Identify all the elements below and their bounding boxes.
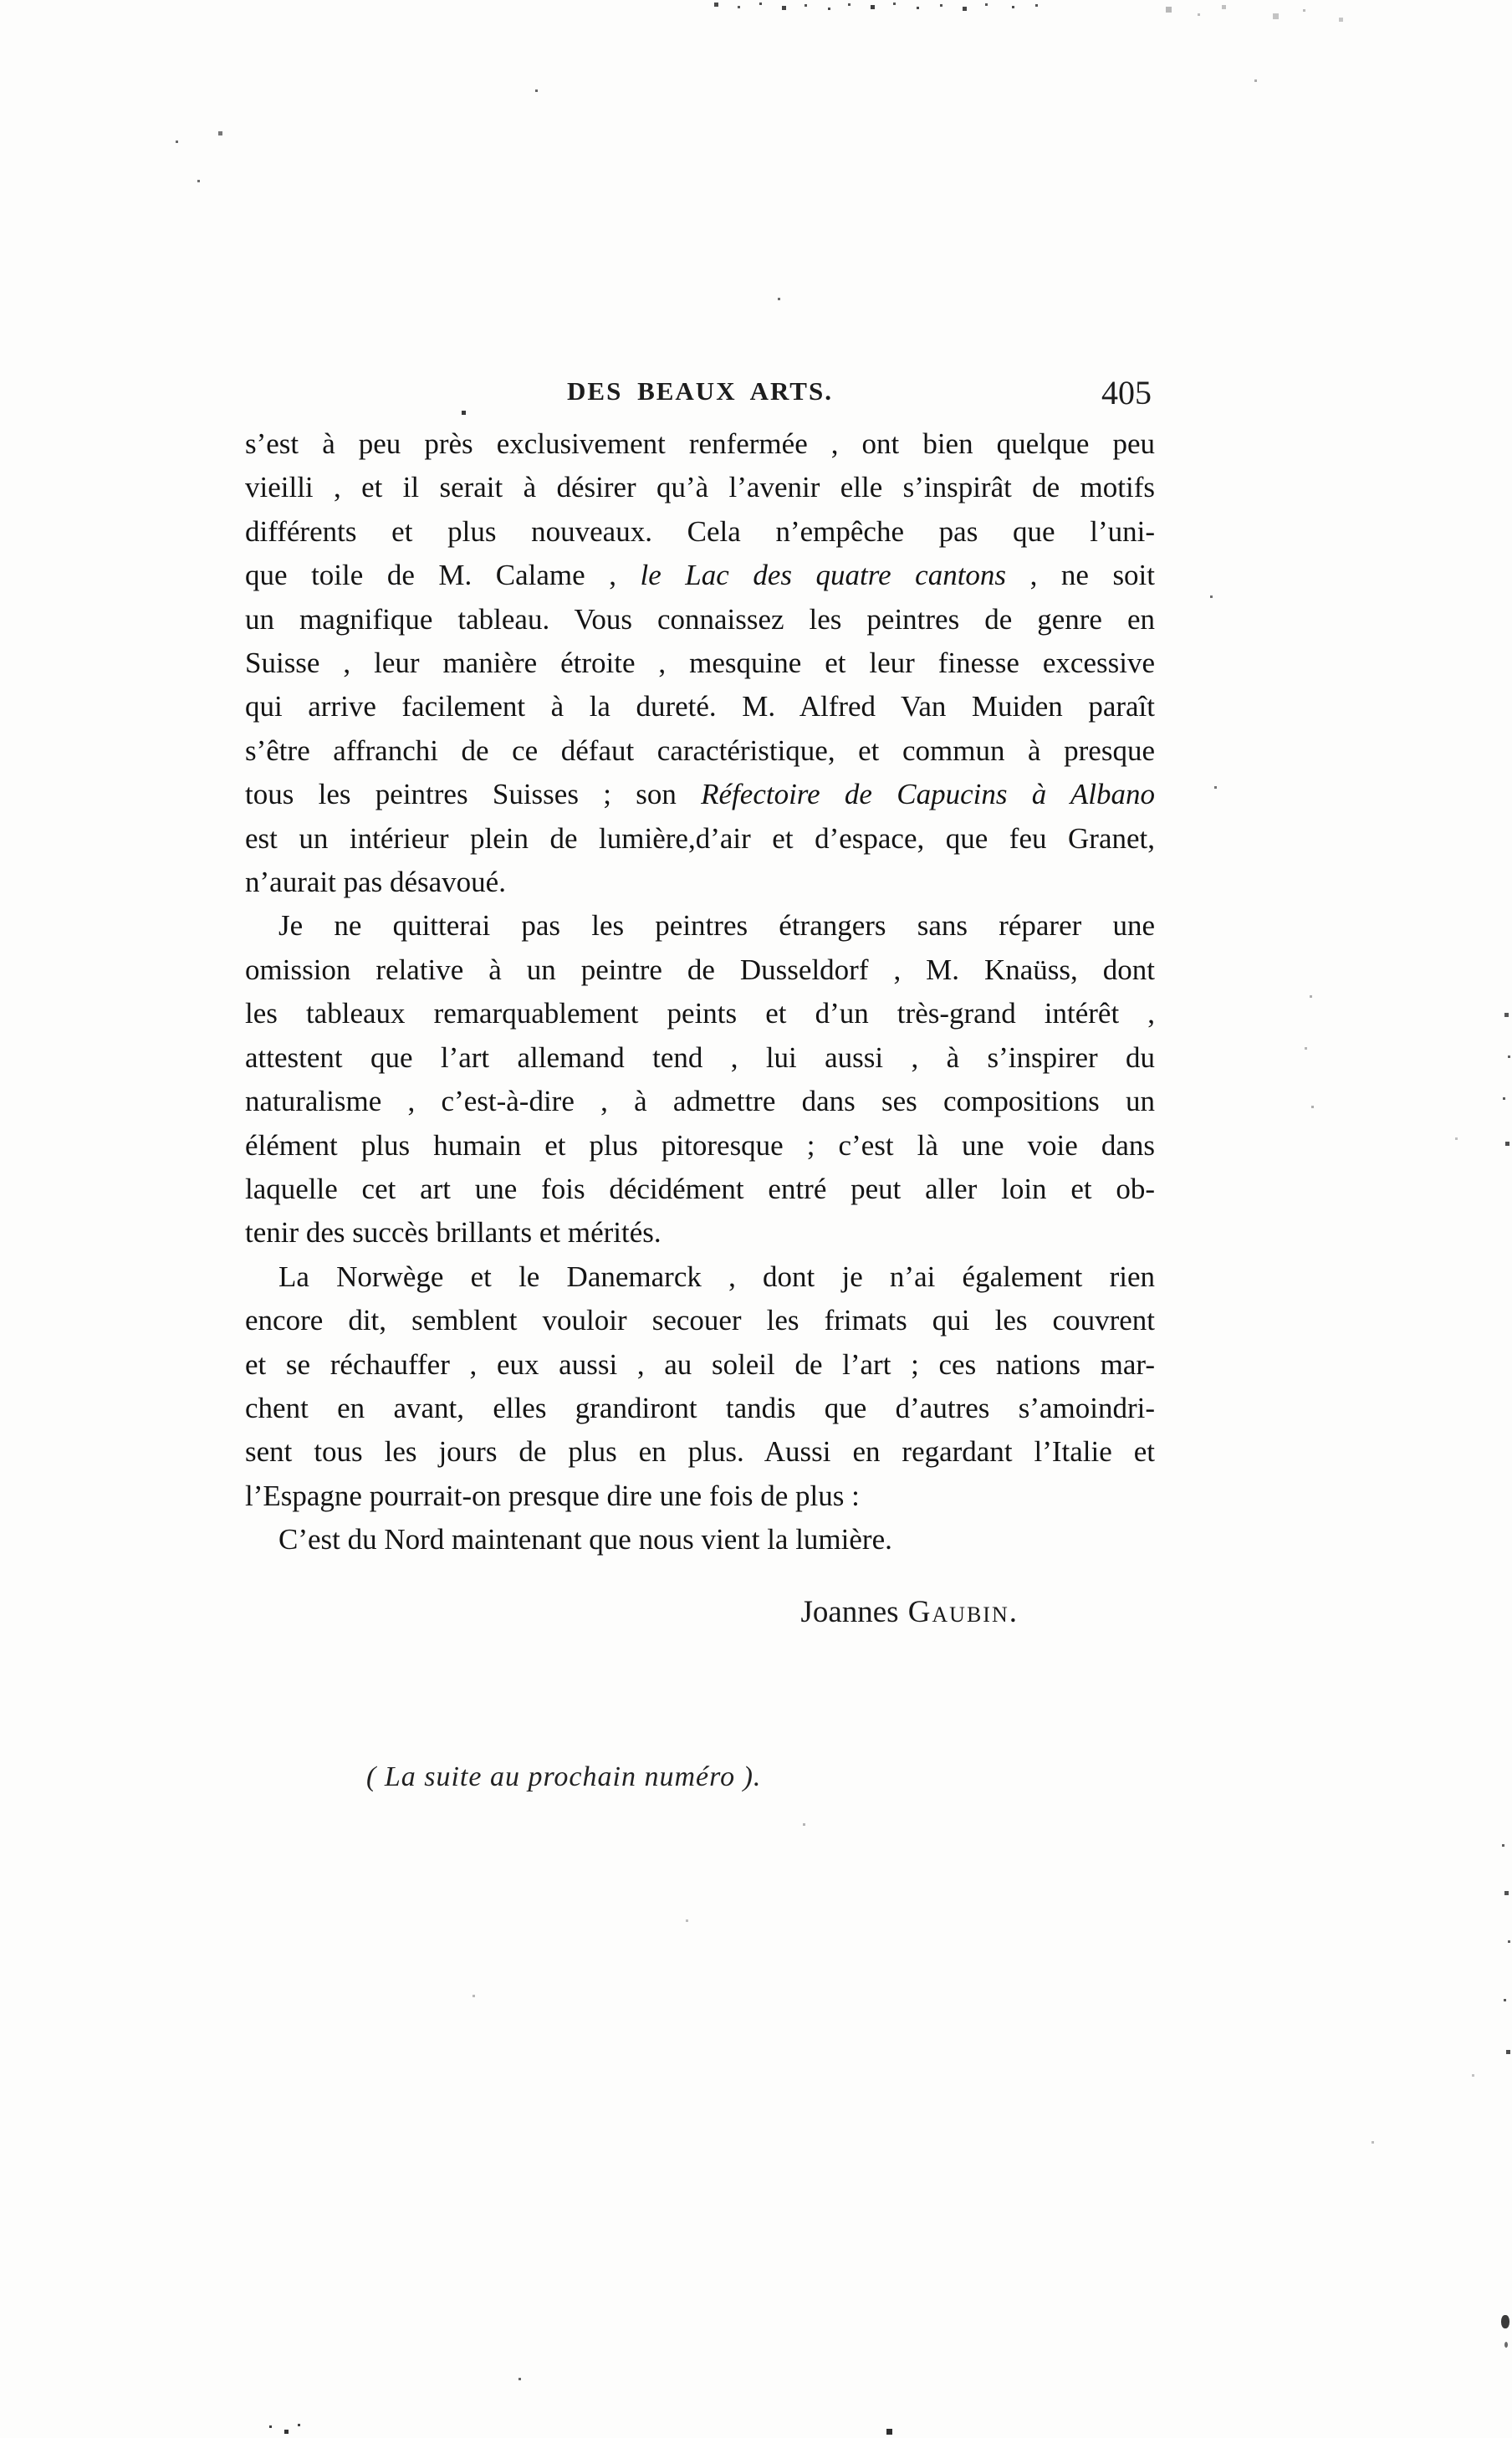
text-line	[245, 1475, 1155, 1518]
text-segment: l’Espagne pourrait-on presque dire une fois de plus :	[245, 1479, 860, 1512]
text-segment: n’aurait pas désavoué.	[245, 866, 506, 899]
text-line	[245, 992, 1155, 1035]
text-line	[245, 1299, 1155, 1342]
text-segment: tous les peintres Suisses ; son	[245, 778, 702, 811]
text-line	[245, 773, 1155, 816]
page-number: 405	[1101, 374, 1152, 411]
text-line	[245, 685, 1155, 728]
text-line	[245, 554, 1155, 597]
text-segment: que toile de M. Calame ,	[245, 559, 641, 592]
text-segment: La Norwège et le Danemarck , dont je n’ai également rien	[278, 1260, 1155, 1293]
continuation-note-text: ( La suite au prochain numéro ).	[366, 1761, 762, 1792]
text-segment: élément plus humain et plus pitoresque ; c’est là une voie dans	[245, 1128, 1155, 1162]
text-segment: s’est à peu près exclusivement renfermée , ont bien quelque peu	[245, 427, 1155, 460]
text-line	[245, 641, 1155, 685]
text-line	[245, 1211, 1155, 1255]
text-segment: attestent que l’art allemand tend , lui aussi , à s’inspirer du	[245, 1040, 1155, 1074]
text-segment: qui arrive facilement à la dureté. M. Alfred Van Muiden paraît	[245, 690, 1155, 723]
text-line	[245, 1036, 1155, 1080]
text-line	[245, 1518, 1155, 1561]
text-segment: , ne soit	[1006, 559, 1156, 592]
text-segment: Je ne quitterai pas les peintres étrangers sans réparer une	[278, 909, 1155, 943]
text-line	[245, 1124, 1155, 1168]
text-line	[245, 1255, 1155, 1299]
scan-ink-blob-small	[1504, 2342, 1508, 2348]
page-header	[245, 376, 1155, 417]
text-line	[245, 466, 1155, 509]
scan-ink-blob	[1501, 2315, 1509, 2328]
signature-given-name: Joannes	[800, 1595, 899, 1629]
running-title: DES BEAUX ARTS.	[567, 376, 833, 406]
signature-surname: Gaubin.	[907, 1595, 1019, 1629]
text-segment: différents et plus nouveaux. Cela n’empêche pas que l’uni-	[245, 514, 1155, 548]
text-segment: laquelle cet art une fois décidément entré peut aller loin et ob-	[245, 1172, 1155, 1205]
text-line	[245, 861, 1155, 904]
text-line	[245, 1430, 1155, 1474]
text-segment: naturalisme , c’est-à-dire , à admettre dans ses compositions un	[245, 1085, 1155, 1118]
text-segment: et se réchauffer , eux aussi , au soleil de l’art ; ces nations mar-	[245, 1347, 1155, 1381]
text-segment: est un intérieur plein de lumière,d’air et d’espace, que feu Granet,	[245, 821, 1155, 855]
text-line	[245, 817, 1155, 861]
text-segment: vieilli , et il serait à désirer qu’à l’avenir elle s’inspirât de motifs	[245, 471, 1155, 504]
text-segment: tenir des succès brillants et mérités.	[245, 1216, 662, 1250]
continuation-note	[366, 1761, 761, 1793]
text-line	[245, 422, 1155, 466]
signature	[245, 1594, 1155, 1630]
text-line	[245, 1080, 1155, 1123]
text-segment: un magnifique tableau. Vous connaissez les peintres de genre en	[245, 602, 1155, 636]
text-line	[245, 598, 1155, 641]
text-segment: sent tous les jours de plus en plus. Aussi en regardant l’Italie et	[245, 1435, 1155, 1469]
text-line	[245, 1387, 1155, 1430]
scan-noise-dark	[0, 0, 3, 3]
text-line	[245, 1168, 1155, 1211]
text-line	[245, 948, 1155, 992]
italic-segment: Réfectoire de Capucins à Albano	[701, 778, 1156, 811]
text-line	[245, 1343, 1155, 1387]
italic-segment: le Lac des quatre cantons	[640, 559, 1007, 592]
body-text	[245, 422, 1155, 1562]
text-segment: C’est du Nord maintenant que nous vient la lumière.	[278, 1523, 892, 1556]
text-line	[245, 729, 1155, 773]
text-segment: Suisse , leur manière étroite , mesquine et leur finesse excessive	[245, 647, 1155, 680]
text-line	[245, 510, 1155, 554]
text-segment: les tableaux remarquablement peints et d’un très-grand intérêt ,	[245, 997, 1155, 1030]
text-segment: omission relative à un peintre de Dusseldorf , M. Knaüss, dont	[245, 953, 1155, 986]
text-segment: encore dit, semblent vouloir secouer les frimats qui les couvrent	[245, 1304, 1155, 1337]
text-segment: s’être affranchi de ce défaut caractéristique, et commun à presque	[245, 733, 1155, 767]
scan-noise-light	[0, 0, 3, 3]
text-line	[245, 904, 1155, 948]
text-segment: chent en avant, elles grandiront tandis que d’autres s’amoindri-	[245, 1391, 1155, 1424]
